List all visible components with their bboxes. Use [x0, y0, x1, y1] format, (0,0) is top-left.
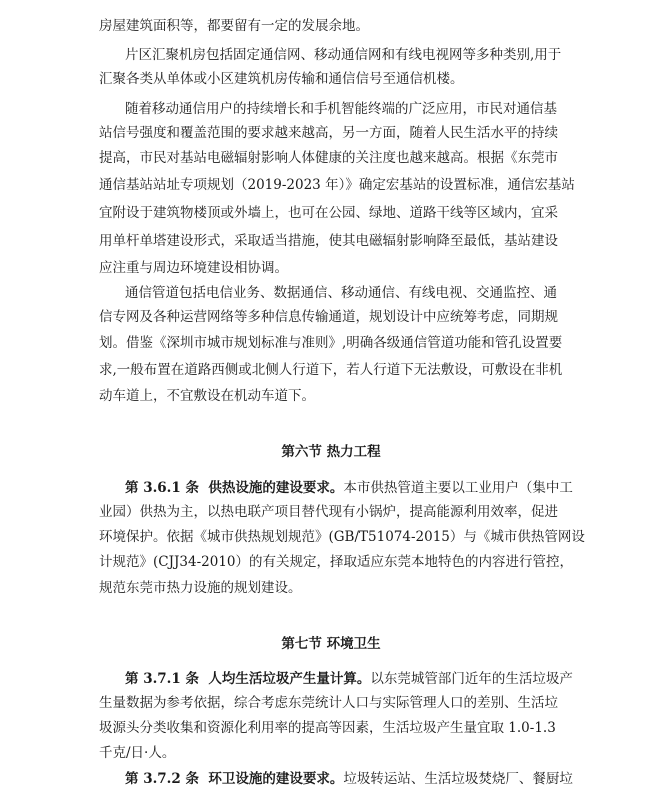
article-label: 第 3.7.2 条 环卫设施的建设要求。 [125, 771, 344, 787]
section-heading: 第七节 环境卫生 [281, 636, 381, 652]
text-line: 通信管道包括电信业务、数据通信、移动通信、有线电视、交通监控、通 [125, 285, 557, 301]
text-line: 规范东莞市热力设施的规划建设。 [99, 580, 302, 596]
text-line: 计规范》(CJJ34-2010）的有关规定，择取适应东莞本地特色的内容进行管控， [99, 554, 574, 570]
text-line: 提高，市民对基站电磁辐射影响人体健康的关注度也越来越高。根据《东莞市 [99, 150, 558, 166]
text-line: 业园）供热为主，以热电联产项目替代现有小锅炉，提高能源利用效率，促进 [99, 504, 558, 520]
article-label: 第 3.7.1 条 人均生活垃圾产生量计算。 [125, 671, 371, 687]
article-first-line [125, 669, 660, 689]
article-text: 垃圾转运站、生活垃圾焚烧厂、餐厨垃 [343, 771, 573, 787]
article-label: 第 3.6.1 条 供热设施的建设要求。 [125, 480, 344, 496]
text-line: 环境保护。依据《城市供热规划规范》(GB/T51074-2015）与《城市供热管网设 [99, 529, 585, 545]
text-line: 圾源头分类收集和资源化利用率的提高等因素，生活垃圾产生量宜取 1.0-1.3 [99, 720, 556, 736]
text-line: 应注重与周边环境建设相协调。 [99, 260, 288, 276]
article-text: 以东莞城管部门近年的生活垃圾产 [370, 671, 573, 687]
text-line: 信专网及各种运营网络等多种信息传输通道，规划设计中应统筹考虑，同期规 [99, 309, 558, 325]
text-line: 随着移动通信用户的持续增长和手机智能终端的广泛应用，市民对通信基 [125, 101, 557, 117]
article-first-line [125, 478, 660, 498]
article-first-line [125, 769, 660, 789]
text-line: 站信号强度和覆盖范围的要求越来越高，另一方面，随着人民生活水平的持续 [99, 125, 558, 141]
text-line: 生量数据为参考依据，综合考虑东莞统计人口与实际管理人口的差别、生活垃 [99, 695, 558, 711]
section-heading: 第六节 热力工程 [281, 444, 381, 460]
text-line: 动车道上，不宜敷设在机动车道下。 [99, 388, 315, 404]
text-line: 片区汇聚机房包括固定通信网、移动通信网和有线电视网等多种类别,用于 [125, 47, 562, 63]
text-line: 汇聚各类从单体或小区建筑机房传输和通信信号至通信机楼。 [99, 71, 464, 87]
text-line: 用单杆单塔建设形式，采取适当措施，使其电磁辐射影响降至最低，基站建设 [99, 233, 558, 249]
text-line: 房屋建筑面积等，都要留有一定的发展余地。 [99, 18, 369, 34]
text-line: 划。借鉴《深圳市城市规划标准与准则》,明确各级通信管道功能和管孔设置要 [99, 335, 563, 351]
text-line: 千克/日·人。 [99, 745, 176, 761]
text-line: 通信基站站址专项规划（2019-2023 年）》确定宏基站的设置标准，通信宏基站 [99, 177, 575, 193]
text-line: 宜附设于建筑物楼顶或外墙上，也可在公园、绿地、道路干线等区域内，宜采 [99, 205, 558, 221]
text-line: 求,一般布置在道路西侧或北侧人行道下，若人行道下无法敷设，可敷设在非机 [99, 362, 563, 378]
article-text: 本市供热管道主要以工业用户（集中工 [343, 480, 573, 496]
